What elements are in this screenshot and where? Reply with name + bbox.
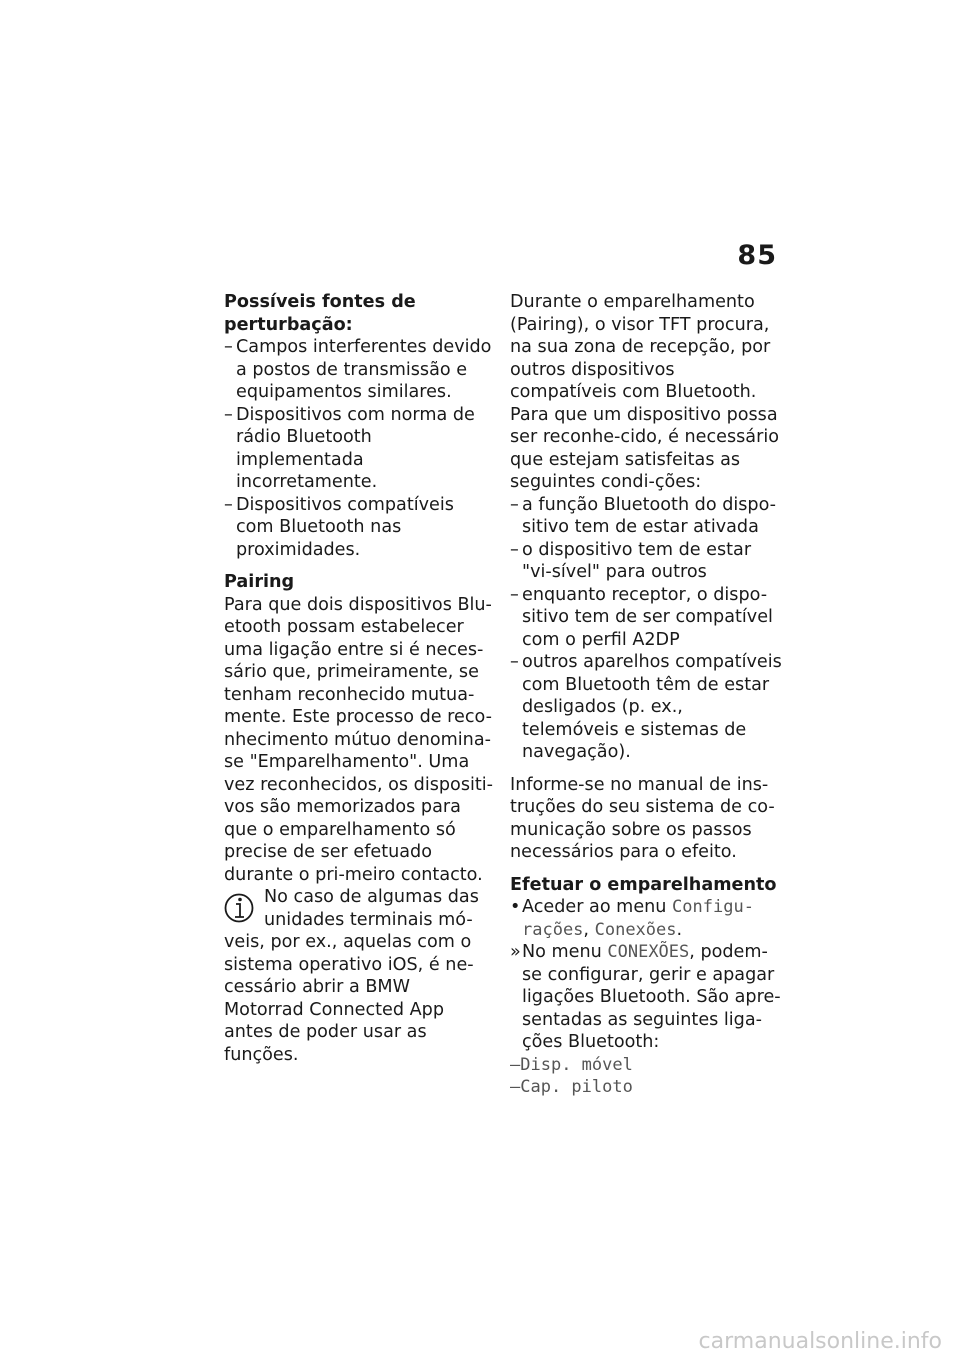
perform-pairing-heading: Efetuar o emparelhamento — [510, 874, 777, 895]
connection-helmet: –Cap. piloto — [510, 1077, 633, 1097]
list-item: – Campos interferentes devido a postos de transmissão e equipamentos similares. — [224, 336, 494, 404]
list-item: – Dispositivos compatíveis com Bluetooth nas proximidades. — [224, 494, 494, 562]
menu-connections: Conexões — [594, 919, 677, 940]
menu-connections-caps: CONEXÕES — [607, 942, 690, 962]
bullet-marker: • — [510, 897, 521, 917]
list-item: – enquanto receptor, o dispo-sitivo tem de ser compatível com o perfil A2DP — [510, 584, 785, 652]
step-text: Aceder ao menu — [522, 897, 673, 917]
page-number: 85 — [737, 240, 777, 271]
left-column — [224, 291, 494, 1066]
menu-settings: Configu-rações — [522, 897, 754, 940]
manual-paragraph: Informe-se no manual de ins-truções do seu sistema de co-municação sobre os passos necessários para o efeito. — [510, 774, 775, 862]
step-text: , podem-se configurar, gerir e apagar ligações Bluetooth. São apre-sentadas as seguintes liga-ções Bluetooth: — [522, 942, 781, 1052]
pairing-heading: Pairing — [224, 572, 295, 592]
conditions-list — [510, 494, 785, 764]
step-text: No menu — [522, 942, 608, 962]
watermark: carmanualsonline.info — [698, 1329, 942, 1354]
pairing-paragraph: Para que dois dispositivos Blu-etooth possam estabelecer uma ligação entre si é neces-sário que, primeiramente, se tenham reconhecido mutua-mente. Este processo de reco-nhecimento mútuo denomina-se "Emparelhamento". Uma vez reconhecidos, os dispositi-vos são memorizados para que o emparelhamento só precise de ser efetuado durante o pri-meiro contacto. — [224, 594, 494, 885]
info-icon — [224, 890, 254, 926]
note-text: No caso de algumas das unidades terminais mó-veis, por ex., aquelas com o sistema operativo iOS, é ne-cessário abrir a BMW Motorrad Connected App antes de poder usar as funções. — [224, 887, 479, 1065]
list-item: – outros aparelhos compatíveis com Bluetooth têm de estar desligados (p. ex., telemóveis e sistemas de navegação). — [510, 651, 785, 764]
separator: , — [583, 919, 595, 940]
connection-mobile: –Disp. móvel — [510, 1054, 633, 1075]
result-marker: » — [510, 942, 521, 962]
list-item: – o dispositivo tem de estar "vi-sível" para outros — [510, 539, 785, 584]
info-note — [224, 886, 494, 1066]
step-result — [510, 941, 785, 1054]
list-item: – a função Bluetooth do dispo-sitivo tem de estar ativada — [510, 494, 785, 539]
pairing-intro: Durante o emparelhamento (Pairing), o visor TFT procura, na sua zona de recepção, por outros dispositivos compatíveis com Bluetooth. Para que um dispositivo possa ser reconhe-cido, é necessário que estejam satisfeitas as seguintes condi-ções: — [510, 292, 779, 492]
step-open-menu — [510, 896, 785, 941]
right-column — [510, 291, 785, 1099]
interference-heading: Possíveis fontes de perturbação: — [224, 292, 416, 335]
interference-list — [224, 336, 494, 561]
step-end: . — [676, 919, 683, 940]
list-item: – Dispositivos com norma de rádio Bluetooth implementada incorretamente. — [224, 404, 494, 494]
